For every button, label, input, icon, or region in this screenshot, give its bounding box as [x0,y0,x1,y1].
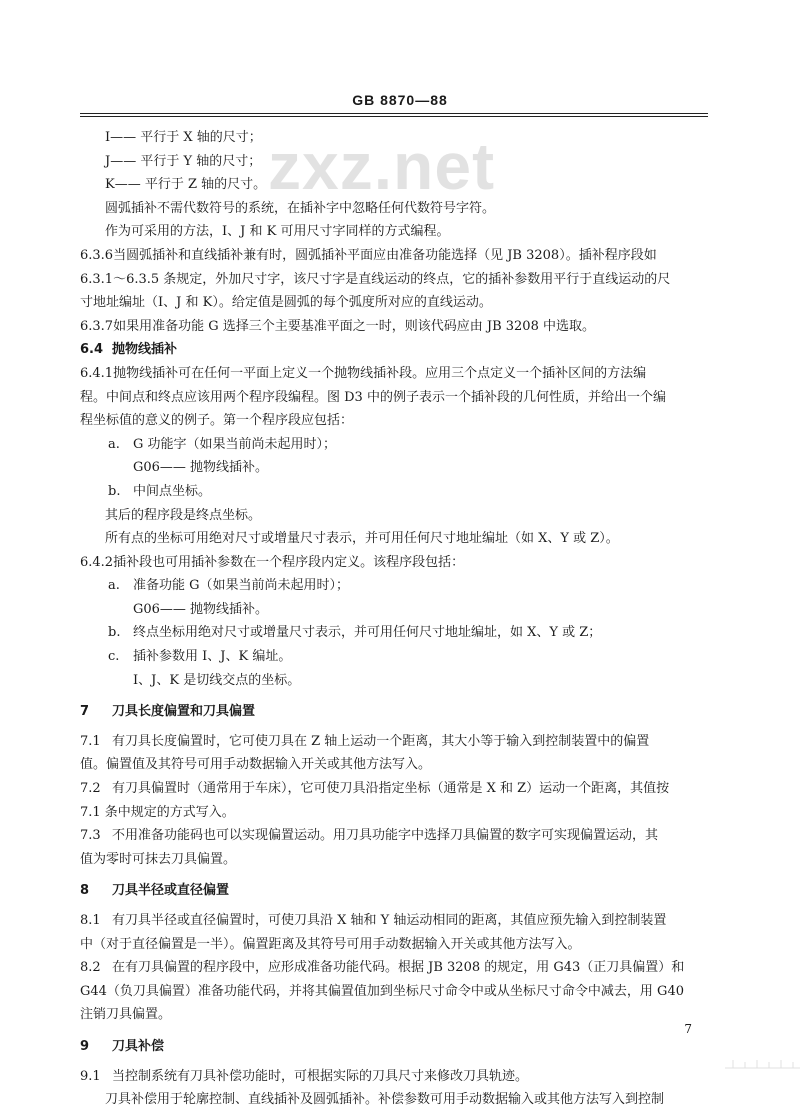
line-text: 不用准备功能码也可以实现偏置运动。用刀具功能字中选择刀具偏置的数字可实现偏置运动，其 [112,828,659,844]
list-marker: a. [108,436,120,452]
line-text: G06—— 抛物线插补。 [133,460,269,476]
line-text: K—— 平行于 Z 轴的尺寸。 [105,177,267,193]
text-line [80,315,710,339]
header-rule-second [80,116,708,117]
line-text: 中（对于直径偏置是一半）。偏置距离及其符号可用手动数据输入开关或其他方法写入。 [80,936,581,952]
line-text: 有刀具长度偏置时，它可使刀具在 Z 轴上运动一个距离，其大小等于输入到控制装置中的偏置 [112,733,650,749]
section-number: 7.1 [80,733,101,749]
scan-artifact-ruler [725,1024,800,1072]
line-text: 有刀具半径或直径偏置时，可使刀具沿 X 轴和 Y 轴运动相同的距离，其值应预先输入到控制装置 [112,913,667,928]
text-line [80,909,710,933]
document-body [80,126,710,1112]
text-line [80,1088,710,1112]
text-line [80,433,710,457]
text-line [80,1065,710,1089]
section-number: 6.4.2 [80,554,114,570]
line-text: G44（负刀具偏置）准备功能代码，并将其偏置值加到坐标尺寸命令中或从坐标尺寸命令中减去，用 G40 [80,983,684,999]
text-line [80,409,710,433]
line-text: 所有点的坐标可用绝对尺寸或增量尺寸表示，并可用任何尺寸地址编址（如 X、Y 或 Z）。 [105,531,619,547]
line-text: 7.1 条中规定的方式写入。 [80,804,235,820]
text-line [80,753,710,777]
text-line [80,150,710,174]
section-number: 6.4 [80,342,104,358]
text-line [80,386,710,410]
section-number: 8.2 [80,960,101,976]
line-text: 值为零时可抹去刀具偏置。 [80,851,237,867]
line-text: 其后的程序段是终点坐标。 [105,507,262,523]
line-text: 注销刀具偏置。 [80,1007,172,1023]
text-line [80,598,710,622]
text-line [80,220,710,244]
text-line [80,801,710,825]
line-text: G06—— 抛物线插补。 [133,601,269,617]
line-text: 刀具半径或直径偏置 [112,883,230,899]
section-number: 8.1 [80,913,101,928]
text-line [80,173,710,197]
line-text: 6.3.1～6.3.5 条规定，外加尺寸字，该尺寸字是直线运动的终点，它的插补参数用平行于直线运动的尺 [80,271,671,287]
page-header: GB 8870—88 [352,92,448,108]
text-line [80,527,710,551]
section-number: 9.1 [80,1068,101,1084]
text-line [80,362,710,386]
line-text: 作为可采用的方法，I、J 和 K 可用尺寸字同样的方式编程。 [105,224,450,240]
line-text: 当控制系统有刀具补偿功能时，可根据实际的刀具尺寸来修改刀具轨迹。 [112,1068,529,1084]
text-line [80,456,710,480]
line-text: 圆弧插补不需代数符号的系统，在插补字中忽略任何代数符号字符。 [105,200,496,216]
line-text: 有刀具偏置时（通常用于车床），它可使刀具沿指定坐标（通常是 X 和 Z）运动一个距离，其值按 [112,781,670,797]
line-text: 如果用准备功能 G 选择三个主要基准平面之一时，则该代码应由 JB 3208 中选取。 [113,318,595,334]
line-text: 刀具长度偏置和刀具偏置 [112,704,256,720]
text-line [80,504,710,528]
text-line [80,197,710,221]
line-text: 刀具补偿 [112,1038,165,1054]
section-number: 6.3.6 [80,247,114,263]
text-line [80,777,710,801]
page-number: 7 [684,1022,692,1036]
text-line [80,621,710,645]
text-line [80,574,710,598]
line-text: I—— 平行于 X 轴的尺寸； [105,130,262,145]
line-text: 中间点坐标。 [133,483,212,499]
line-text: 刀具补偿用于轮廓控制、直线插补及圆弧插补。补偿参数可用手动数据输入或其他方法写入到控制 [105,1092,665,1108]
text-line [80,268,710,292]
section-heading [80,338,710,362]
text-line [80,730,710,754]
text-line [80,551,710,575]
text-line [80,956,710,980]
text-line [80,126,710,150]
list-marker: b. [108,483,121,499]
text-line [80,669,710,693]
list-marker: a. [108,578,120,594]
line-text: 插补段也可用插补参数在一个程序段内定义。该程序段包括： [113,554,465,570]
line-text: 插补参数用 I、J、K 编址。 [133,649,292,665]
text-line [80,480,710,504]
line-text: 准备功能 G（如果当前尚未起用时）； [133,578,350,594]
section-number: 7.2 [80,781,101,797]
section-number: 9 [80,1038,90,1054]
header-rule [80,113,708,114]
line-text: 在有刀具偏置的程序段中，应形成准备功能代码。根据 JB 3208 的规定，用 G43（正刀具偏置）和 [112,960,685,976]
section-heading [80,879,710,903]
line-text: 抛物线插补 [112,342,178,358]
text-line [80,824,710,848]
line-text: 寸地址编址（I、J 和 K）。给定值是圆弧的每个弧度所对应的直线运动。 [80,295,492,311]
line-text: 程坐标值的意义的例子。第一个程序段应包括： [80,413,354,429]
section-number: 7.3 [80,828,101,844]
section-heading [80,700,710,724]
list-marker: b. [108,625,121,641]
text-line [80,244,710,268]
text-line [80,980,710,1004]
text-line [80,1003,710,1027]
line-text: 当圆弧插补和直线插补兼有时，圆弧插补平面应由准备功能选择（见 JB 3208）。插补程序段如 [113,247,657,263]
section-number: 6.3.7 [80,318,114,334]
watermark: zxz.net [268,129,496,203]
section-number: 6.4.1 [80,365,114,381]
text-line [80,645,710,669]
text-line [80,291,710,315]
text-line [80,848,710,872]
text-line [80,933,710,957]
line-text: 值。偏置值及其符号可用手动数据输入开关或其他方法写入。 [80,757,432,773]
section-heading [80,1035,710,1059]
line-text: G 功能字（如果当前尚未起用时）； [133,436,337,452]
section-number: 7 [80,704,90,720]
line-text: 抛物线插补可在任何一平面上定义一个抛物线插补段。应用三个点定义一个插补区间的方法编 [113,365,647,381]
line-text: 程。中间点和终点应该用两个程序段编程。图 D3 中的例子表示一个插补段的几何性质，并给出一个编 [80,389,666,405]
list-marker: c. [108,649,120,665]
section-number: 8 [80,883,90,899]
line-text: 终点坐标用绝对尺寸或增量尺寸表示，并可用任何尺寸地址编址，如 X、Y 或 Z； [133,625,602,641]
line-text: I、J、K 是切线交点的坐标。 [133,672,301,688]
line-text: J—— 平行于 Y 轴的尺寸； [105,153,262,169]
